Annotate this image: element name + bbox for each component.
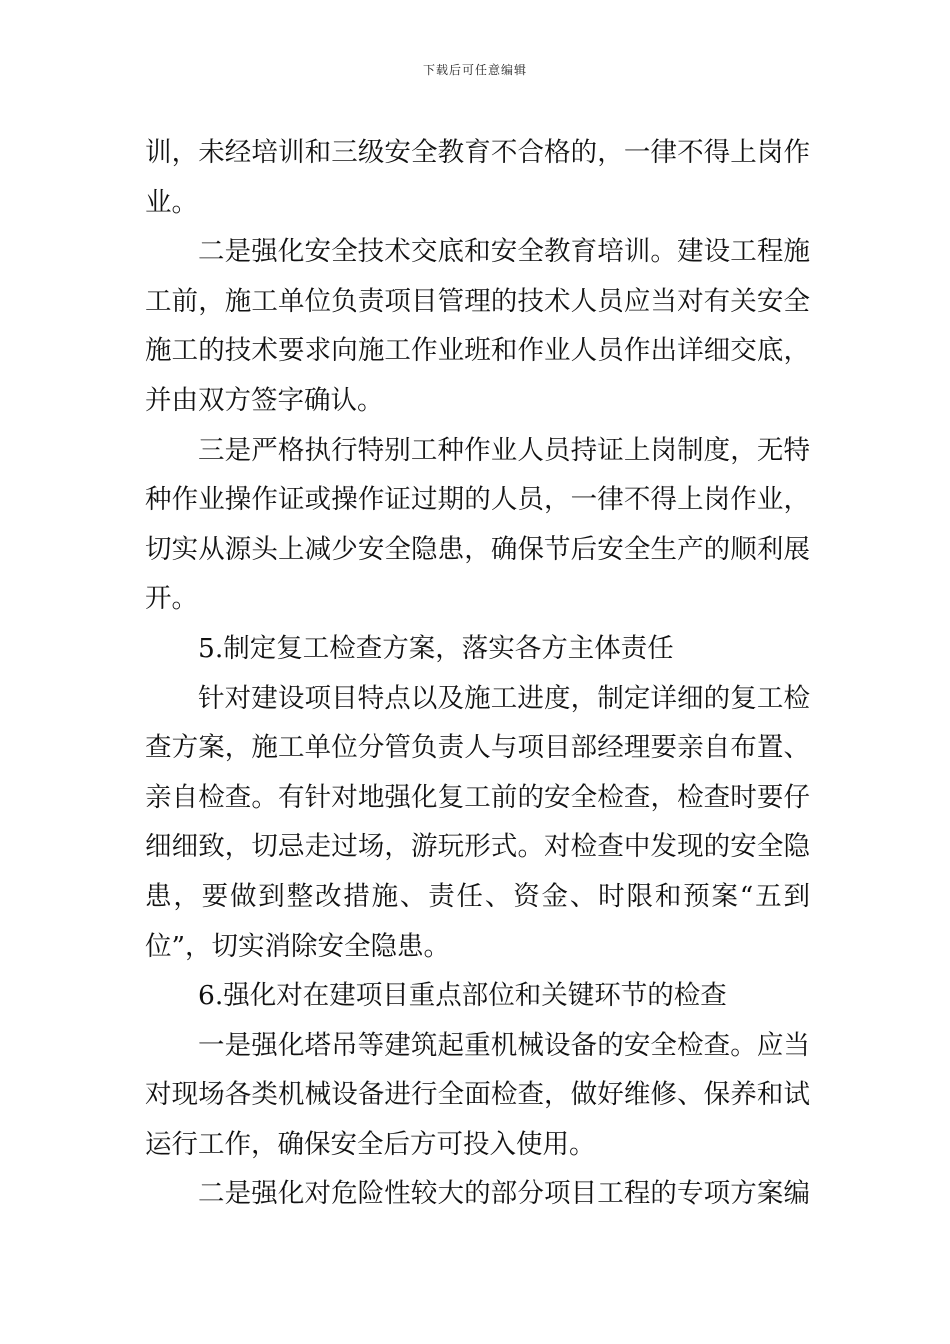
text-line: 三是严格执行特别工种作业人员持证上岗制度，无特 (198, 434, 810, 466)
text-line: 亲自检查。有针对地强化复工前的安全检查，检查时要仔 (145, 781, 810, 813)
text-line: 开。 (145, 583, 198, 615)
text-line: 种作业操作证或操作证过期的人员，一律不得上岗作业， (145, 484, 810, 516)
text-line: 二是强化安全技术交底和安全教育培训。建设工程施 (198, 236, 810, 268)
text-line: 查方案，施工单位分管负责人与项目部经理要亲自布置、 (145, 732, 810, 764)
text-line: 运行工作，确保安全后方可投入使用。 (145, 1128, 596, 1160)
text-line: 训，未经培训和三级安全教育不合格的，一律不得上岗作 (145, 137, 810, 168)
text-line: 对现场各类机械设备进行全面检查，做好维修、保养和试 (145, 1079, 810, 1111)
text-line: 业。 (145, 186, 198, 218)
text-line: 一是强化塔吊等建筑起重机械设备的安全检查。应当 (198, 1029, 810, 1061)
text-line: 切实从源头上减少安全隐患，确保节后安全生产的顺利展 (145, 533, 810, 565)
section-heading: 6.强化对在建项目重点部位和关键环节的检查 (198, 980, 727, 1012)
text-line: 针对建设项目特点以及施工进度，制定详细的复工检 (198, 682, 810, 714)
text-line: 并由双方签字确认。 (145, 384, 384, 416)
document-body (145, 128, 810, 1219)
text-line: 施工的技术要求向施工作业班和作业人员作出详细交底， (145, 335, 810, 367)
text-line: 细细致，切忌走过场，游玩形式。对检查中发现的安全隐 (145, 831, 810, 863)
section-heading: 5.制定复工检查方案，落实各方主体责任 (198, 632, 674, 664)
text-line: 位”，切实消除安全隐患。 (145, 930, 451, 962)
text-line: 患，要做到整改措施、责任、资金、时限和预案“五到 (145, 880, 810, 912)
page-header-note: 下载后可任意编辑 (422, 63, 527, 77)
text-line: 二是强化对危险性较大的部分项目工程的专项方案编 (198, 1178, 810, 1210)
text-line: 工前，施工单位负责项目管理的技术人员应当对有关安全 (145, 285, 810, 317)
